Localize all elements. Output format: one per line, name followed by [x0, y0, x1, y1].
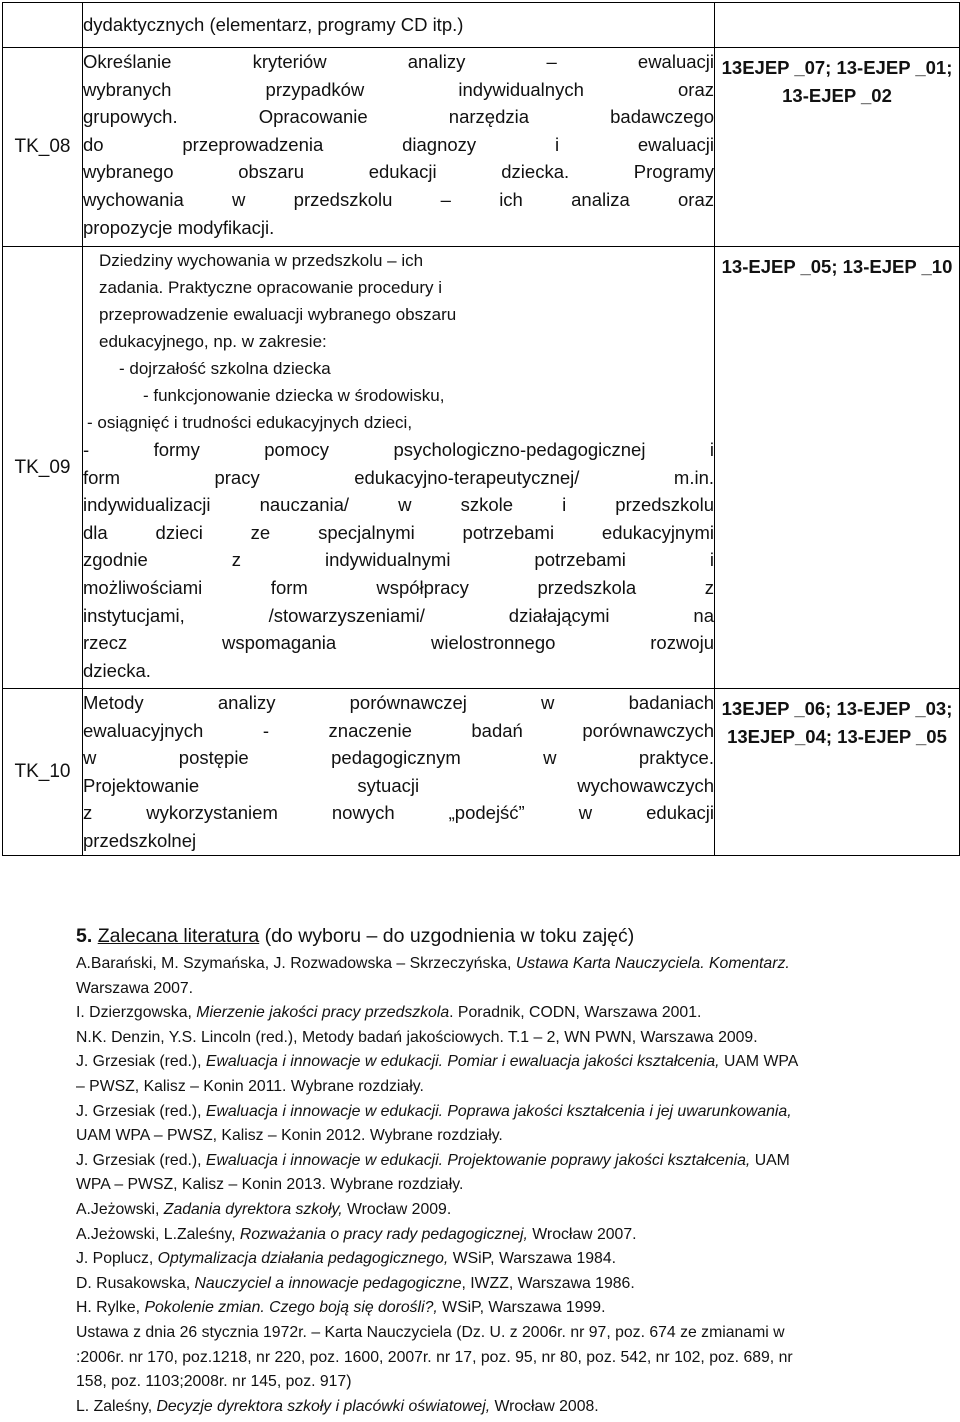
literature-text: J. Grzesiak (red.),	[76, 1053, 206, 1071]
content-text: zadania. Praktyczne opracowanie procedury i	[99, 278, 443, 297]
literature-item	[76, 1001, 936, 1026]
learning-outcomes: 13-EJEP _05; 13-EJEP _10	[721, 256, 953, 277]
literature-text: – PWSZ, Kalisz – Konin 2011. Wybrane rozdziały.	[76, 1077, 424, 1095]
outcome-cell	[715, 689, 960, 856]
content-text: instytucjami, /stowarzyszeniami/ działającymi na	[83, 604, 714, 626]
literature-item	[76, 1223, 936, 1248]
literature-text: Wrocław 2008.	[490, 1397, 599, 1415]
topic-code: TK_08	[3, 48, 83, 247]
table-row	[3, 3, 960, 48]
literature-text: WSiP, Warszawa 1999.	[437, 1299, 606, 1317]
literature-text: I. Dzierzgowska,	[76, 1004, 197, 1022]
content-text: z wykorzystaniem nowych „podejść” w edukacji	[83, 802, 714, 824]
literature-item	[76, 1296, 936, 1321]
section-note: (do wyboru – do uzgodnienia w toku zajęć)	[259, 925, 635, 947]
content-text: indywidualizacji nauczania/ w szkole i przedszkolu	[83, 494, 714, 516]
code-cell	[3, 3, 83, 48]
literature-title: Ewaluacja i innowacje w edukacji. Pomiar i ewaluacja jakości kształcenia,	[205, 1053, 720, 1071]
literature-title: Ewaluacja i innowacje w edukacji. Poprawa jakości kształcenia i jej uwarunkowania,	[205, 1102, 792, 1120]
content-text: Określanie kryteriów analizy – ewaluacji	[83, 51, 714, 72]
literature-item	[76, 1149, 936, 1198]
literature-text: D. Rusakowska,	[76, 1274, 195, 1292]
content-text: do przeprowadzenia diagnozy i ewaluacji	[83, 133, 714, 155]
content-text: form pracy edukacyjno-terapeutycznej/ m.in.	[83, 466, 714, 488]
table-row	[3, 689, 960, 856]
learning-outcomes: 13EJEP _06; 13-EJEP _03;	[721, 698, 953, 719]
content-text: przedszkolnej	[83, 829, 197, 851]
content-text: dziecka.	[83, 659, 151, 681]
section-title: Zalecana literatura	[97, 925, 260, 947]
literature-text: UAM WPA	[719, 1053, 799, 1071]
outcome-cell	[715, 247, 960, 689]
literature-section	[76, 922, 936, 1419]
literature-title: Rozważania o pracy rady pedagogicznej,	[239, 1225, 528, 1243]
literature-item	[76, 1198, 936, 1223]
literature-text: J. Grzesiak (red.),	[76, 1151, 206, 1169]
content-text: - formy pomocy psychologiczno-pedagogicznej i	[83, 439, 714, 460]
literature-text: Ustawa z dnia 26 stycznia 1972r. – Karta Nauczyciela (Dz. U. z 2006r. nr 97, poz. 674 ze zmianami w	[76, 1323, 785, 1341]
content-text: przeprowadzenie ewaluacji wybranego obszaru	[99, 305, 457, 324]
content-text: zgodnie z indywidualnymi potrzebami i	[83, 549, 714, 571]
literature-title: Mierzenie jakości pracy przedszkola	[196, 1004, 450, 1022]
literature-text: , IWZZ, Warszawa 1986.	[461, 1274, 635, 1292]
literature-text: Wrocław 2007.	[527, 1225, 637, 1243]
content-text: Projektowanie sytuacji wychowawczych	[83, 774, 714, 796]
section-number: 5.	[76, 925, 93, 947]
literature-text: J. Grzesiak (red.),	[76, 1102, 206, 1120]
learning-outcomes: 13-EJEP _02	[782, 84, 892, 106]
content-cell	[83, 689, 715, 856]
content-text: ewaluacyjnych - znaczenie badań porównawczych	[83, 719, 714, 741]
table-row	[3, 48, 960, 247]
literature-title: Ewaluacja i innowacje w edukacji. Projektowanie poprawy jakości kształcenia,	[205, 1151, 751, 1169]
content-text: - osiągnięć i trudności edukacyjnych dzieci,	[87, 413, 413, 432]
content-cell	[83, 48, 715, 247]
content-text: propozycje modyfikacji.	[83, 216, 275, 238]
literature-text: Warszawa 2007.	[76, 979, 194, 997]
outcome-cell	[715, 48, 960, 247]
content-cell	[83, 3, 715, 48]
literature-text: 158, poz. 1103;2008r. nr 145, poz. 917)	[76, 1373, 352, 1391]
learning-outcomes: 13EJEP _07; 13-EJEP _01;	[721, 57, 953, 78]
literature-text: L. Zaleśny,	[76, 1397, 157, 1415]
content-text: grupowych. Opracowanie narzędzia badawczego	[83, 106, 714, 128]
content-text: Dziedziny wychowania w przedszkolu – ich	[99, 251, 424, 270]
literature-text: J. Poplucz,	[76, 1250, 158, 1268]
content-text: dla dzieci ze specjalnymi potrzebami edukacyjnymi	[83, 521, 714, 543]
content-text: - dojrzałość szkolna dziecka	[119, 359, 331, 378]
topic-code: TK_10	[3, 689, 83, 856]
topic-code: TK_09	[3, 247, 83, 689]
content-text: wybranego obszaru edukacji dziecka. Programy	[83, 161, 714, 183]
literature-text: A.Barański, M. Szymańska, J. Rozwadowska – Skrzeczyńska,	[76, 955, 516, 972]
literature-item	[76, 1100, 936, 1149]
content-cell	[83, 247, 715, 689]
literature-item	[76, 1247, 936, 1272]
literature-item	[76, 1026, 936, 1051]
literature-item	[76, 1321, 936, 1395]
literature-text: A.Jeżowski, L.Zaleśny,	[76, 1225, 240, 1243]
content-text: wybranych przypadków indywidualnych oraz	[83, 78, 714, 100]
learning-outcomes: 13EJEP_04; 13-EJEP _05	[727, 725, 947, 747]
literature-item	[76, 1272, 936, 1297]
literature-text: :2006r. nr 170, poz.1218, nr 220, poz. 1600, 2007r. nr 17, poz. 95, nr 80, poz. 542, nr 102, poz. 689, nr	[76, 1348, 793, 1366]
literature-text: H. Rylke,	[76, 1299, 145, 1317]
literature-item	[76, 952, 936, 1001]
program-content-table	[2, 2, 960, 856]
literature-title: Ustawa Karta Nauczyciela. Komentarz.	[515, 955, 790, 972]
literature-text: . Poradnik, CODN, Warszawa 2001.	[449, 1004, 702, 1022]
literature-text: UAM	[750, 1151, 790, 1169]
literature-text: N.K. Denzin, Y.S. Lincoln (red.), Metody badań jakościowych. T.1 – 2, WN PWN, Warszawa 2009.	[76, 1028, 758, 1046]
content-text: w postępie pedagogicznym w praktyce.	[83, 747, 714, 769]
content-text: wychowania w przedszkolu – ich analiza oraz	[83, 188, 714, 210]
outcome-cell	[715, 3, 960, 48]
literature-text: A.Jeżowski,	[76, 1200, 164, 1218]
literature-text: WSiP, Warszawa 1984.	[448, 1250, 617, 1268]
literature-text: Wrocław 2009.	[342, 1200, 452, 1218]
literature-title: Zadania dyrektora szkoły,	[163, 1200, 343, 1218]
literature-title: Pokolenie zmian. Czego boją się dorośli?,	[144, 1299, 438, 1317]
content-text: edukacyjnego, np. w zakresie:	[99, 332, 327, 351]
literature-text: WPA – PWSZ, Kalisz – Konin 2013. Wybrane rozdziały.	[76, 1176, 464, 1194]
literature-title: Nauczyciel a innowacje pedagogiczne	[194, 1274, 462, 1292]
content-text: rzecz wspomagania wielostronnego rozwoju	[83, 632, 714, 654]
literature-item	[76, 1395, 936, 1420]
literature-title: Optymalizacja działania pedagogicznego,	[157, 1250, 449, 1268]
content-text: Metody analizy porównawczej w badaniach	[83, 692, 714, 713]
table-row	[3, 247, 960, 689]
literature-item	[76, 1050, 936, 1099]
literature-heading	[76, 922, 936, 950]
content-text: dydaktycznych (elementarz, programy CD itp.)	[83, 14, 464, 36]
literature-text: UAM WPA – PWSZ, Kalisz – Konin 2012. Wybrane rozdziały.	[76, 1127, 503, 1145]
content-text: - funkcjonowanie dziecka w środowisku,	[143, 386, 445, 405]
content-text: możliwościami form współpracy przedszkola z	[83, 576, 714, 598]
literature-list	[76, 952, 936, 1419]
literature-title: Decyzje dyrektora szkoły i placówki oświatowej,	[156, 1397, 491, 1415]
